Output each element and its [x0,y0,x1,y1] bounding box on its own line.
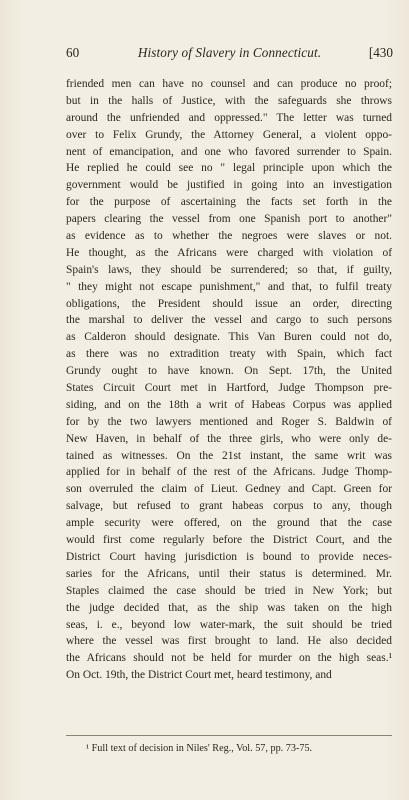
text-line: He replied he could see no " legal principle upon which the [66,162,392,175]
running-title: History of Slavery in Connecticut. [137,45,322,60]
section-marker: [430 [368,45,393,60]
text-line: seas, i. e., beyond low water-mark, the suit should be tried [66,618,392,631]
text-line: around the unfriended and oppressed." The letter was turned [66,111,392,124]
text-line: " they might not escape punishment," and that, to fulfil treaty [66,280,392,293]
text-line: the marshal to deliver the vessel and cargo to such persons [66,314,392,327]
text-line: for by the two lawyers mentioned and Roger S. Baldwin of [66,415,392,428]
text-line: son overruled the claim of Lieut. Gedney and Capt. Green for [66,483,392,496]
text-line: On Oct. 19th, the District Court met, heard testimony, and [66,669,332,682]
text-line: salvage, but refused to grant habeas corpus to any, though [66,500,392,513]
footnote: ¹ Full text of decision in Niles' Reg., Vol. 57, pp. 73-75. [86,743,313,754]
text-line: siding, and on the 18th a writ of Habeas Corpus was applied [66,398,392,411]
text-line: over to Felix Grundy, the Attorney General, a violent oppo- [66,128,392,141]
text-line: papers clearing the vessel from one Spanish port to another" [66,213,392,226]
text-line: tained as witnesses. On the 21st instant, the same writ was [66,449,392,462]
text-line: the Africans should not be held for murder on the high seas.¹ [66,652,392,665]
text-line: for the purpose of ascertaining the facts set forth in the [66,196,392,209]
text-line: Grundy ought to have known. On Sept. 17th, the United [66,365,392,378]
text-line: as Calderon should designate. This Van Buren could not do, [66,331,392,344]
text-line: Staples claimed the case should be tried in New York; but [66,584,392,597]
text-line: States Circuit Court met in Hartford, Judge Thompson pre- [66,382,392,395]
text-line: nent of emancipation, and one who favored surrender to Spain. [66,145,392,158]
text-line: where the vessel was first brought to land. He also decided [66,635,392,648]
body-text [66,76,392,684]
text-line: friended men can have no counsel and can produce no proof; [66,78,392,90]
text-line: saries for the Africans, until their status is determined. Mr. [66,567,392,580]
text-line: Spain's laws, they should be surrendered; so that, if guilty, [66,263,392,276]
text-line: would first come regularly before the District Court, and the [66,534,392,547]
text-line: He thought, as the Africans were charged with violation of [66,246,392,259]
text-line: New Haven, in behalf of the three girls, who were only de- [66,432,392,445]
text-line: District Court having jurisdiction is bound to provide neces- [66,550,392,563]
text-line: as evidence as to whether the negroes were slaves or not. [66,230,392,243]
text-line: government would be justified in going into an investigation [66,179,392,192]
text-line: the judge decided that, as the ship was taken on the high [66,601,392,614]
text-line: applied for in behalf of the rest of the Africans. Judge Thomp- [66,466,392,479]
text-line: ample security were offered, on the ground that the case [66,517,392,530]
footnote-divider [66,735,392,736]
text-line: but in the halls of Justice, with the safeguards she throws [66,94,392,107]
page-number: 60 [66,45,80,60]
text-line: as there was no extradition treaty with Spain, which fact [66,348,392,361]
text-line: obligations, the President should issue an order, directing [66,297,392,310]
running-header [66,44,393,62]
